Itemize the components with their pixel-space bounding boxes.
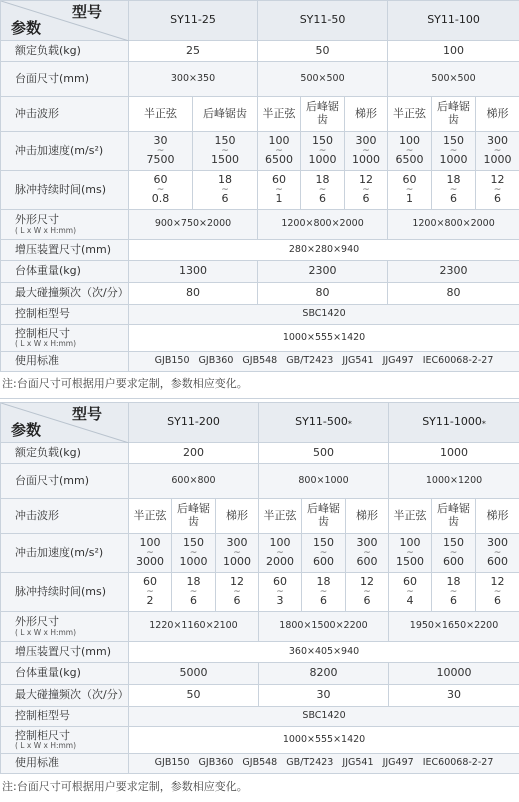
cell: 1950×1650×2200 bbox=[389, 612, 519, 642]
range-min: 60 bbox=[403, 575, 418, 589]
range-min: 100 bbox=[139, 536, 161, 550]
table-row bbox=[1, 305, 519, 325]
row-label: 脉冲持续时间(ms) bbox=[1, 171, 129, 210]
range-min: 18 bbox=[446, 575, 461, 589]
range-tilde: ~ bbox=[449, 547, 458, 558]
range-min: 300 bbox=[487, 134, 509, 148]
cell: 100 bbox=[388, 41, 519, 62]
row-label: 最大碰撞频次（次/分） bbox=[1, 685, 129, 707]
range-max: 6500 bbox=[265, 153, 294, 167]
cell bbox=[259, 573, 302, 612]
range-min: 150 bbox=[443, 134, 465, 148]
range-tilde: ~ bbox=[156, 145, 165, 156]
table-row bbox=[1, 325, 519, 352]
header-row bbox=[1, 1, 519, 41]
table-row bbox=[1, 464, 519, 499]
range-tilde: ~ bbox=[449, 184, 458, 195]
range-min: 100 bbox=[399, 536, 421, 550]
cabinet-size-sublabel: ( L x W x H:mm) bbox=[15, 339, 77, 349]
cell: 后峰锯齿 bbox=[432, 499, 476, 534]
cell: SBC1420 bbox=[129, 707, 519, 727]
cell bbox=[129, 132, 193, 171]
cell: 900×750×2000 bbox=[129, 210, 258, 240]
range-min: 18 bbox=[315, 173, 330, 187]
range-max: 6500 bbox=[395, 153, 424, 167]
row-label: 使用标准 bbox=[1, 754, 129, 774]
cell: 30 bbox=[259, 685, 389, 707]
cell: 半正弦 bbox=[129, 97, 193, 132]
range-tilde: ~ bbox=[319, 547, 328, 558]
cell: 500 bbox=[259, 443, 389, 464]
range-max: 600 bbox=[443, 555, 465, 569]
range-tilde: ~ bbox=[221, 145, 229, 156]
cell: 后峰锯齿 bbox=[302, 499, 346, 534]
cell bbox=[389, 534, 432, 573]
range-min: 150 bbox=[214, 134, 236, 148]
table-row bbox=[1, 62, 519, 97]
row-label: 脉冲持续时间(ms) bbox=[1, 573, 129, 612]
range-min: 18 bbox=[218, 173, 232, 187]
model-header bbox=[129, 403, 259, 443]
range-min: 18 bbox=[446, 173, 461, 187]
range-max: 6 bbox=[319, 192, 327, 206]
cell: 半正弦 bbox=[389, 499, 432, 534]
range-max: 600 bbox=[487, 555, 509, 569]
range-tilde: ~ bbox=[493, 184, 502, 195]
row-label bbox=[1, 612, 129, 642]
table-row bbox=[1, 727, 519, 754]
cell: 1220×1160×2100 bbox=[129, 612, 259, 642]
range-max: 600 bbox=[313, 555, 334, 569]
cell: 半正弦 bbox=[259, 499, 302, 534]
cell: 后峰锯齿 bbox=[193, 97, 258, 132]
range-min: 12 bbox=[360, 575, 374, 589]
range-min: 300 bbox=[487, 536, 509, 550]
range-tilde: ~ bbox=[221, 184, 229, 195]
range-tilde: ~ bbox=[449, 145, 458, 156]
cell: 280×280×940 bbox=[129, 240, 519, 261]
range-tilde: ~ bbox=[146, 586, 154, 597]
cell bbox=[258, 132, 301, 171]
cell bbox=[129, 171, 193, 210]
range-min: 150 bbox=[443, 536, 465, 550]
spec-table-1 bbox=[0, 0, 519, 372]
range-tilde: ~ bbox=[363, 547, 371, 558]
cell bbox=[301, 171, 345, 210]
range-max: 600 bbox=[356, 555, 378, 569]
cell bbox=[129, 534, 172, 573]
row-label: 使用标准 bbox=[1, 352, 129, 372]
footnote: 注:台面尺寸可根据用户要求定制，参数相应变化。 bbox=[2, 780, 248, 793]
model-mark: * bbox=[481, 419, 486, 429]
row-label bbox=[1, 210, 129, 240]
model-header bbox=[389, 403, 519, 443]
table-row bbox=[1, 210, 519, 240]
cell: 600×800 bbox=[129, 464, 259, 499]
cell: 后峰锯齿 bbox=[172, 499, 216, 534]
cell: 10000 bbox=[389, 663, 519, 685]
model-header bbox=[259, 403, 389, 443]
table-row bbox=[1, 171, 519, 210]
row-label: 冲击波形 bbox=[1, 97, 129, 132]
range-tilde: ~ bbox=[146, 547, 154, 558]
range-min: 150 bbox=[312, 134, 334, 148]
cell: 80 bbox=[129, 283, 258, 305]
row-label: 冲击波形 bbox=[1, 499, 129, 534]
cell bbox=[432, 534, 476, 573]
range-tilde: ~ bbox=[275, 145, 283, 156]
range-max: 6 bbox=[494, 192, 502, 206]
table-row bbox=[1, 707, 519, 727]
range-max: 6 bbox=[450, 192, 458, 206]
cell: 梯形 bbox=[216, 499, 259, 534]
cell: 500×500 bbox=[258, 62, 388, 97]
range-tilde: ~ bbox=[405, 145, 414, 156]
row-label: 冲击加速度(m/s²) bbox=[1, 534, 129, 573]
range-min: 60 bbox=[143, 575, 157, 589]
row-label: 最大碰撞频次（次/分） bbox=[1, 283, 129, 305]
cell bbox=[389, 573, 432, 612]
cell bbox=[302, 573, 346, 612]
cell bbox=[172, 534, 216, 573]
cell: 25 bbox=[129, 41, 258, 62]
range-tilde: ~ bbox=[319, 586, 328, 597]
row-label: 台面尺寸(mm) bbox=[1, 464, 129, 499]
cell: 1200×800×2000 bbox=[258, 210, 388, 240]
row-label: 额定负载(kg) bbox=[1, 443, 129, 464]
range-tilde: ~ bbox=[156, 184, 165, 195]
range-max: 1500 bbox=[211, 153, 239, 167]
range-min: 300 bbox=[226, 536, 248, 550]
cell bbox=[259, 534, 302, 573]
cell: 2300 bbox=[258, 261, 388, 283]
range-min: 30 bbox=[153, 134, 168, 148]
cell bbox=[216, 534, 259, 573]
param-corner-label: 参数 bbox=[11, 18, 42, 37]
range-tilde: ~ bbox=[318, 145, 327, 156]
cell bbox=[476, 132, 519, 171]
range-min: 12 bbox=[490, 575, 505, 589]
cell bbox=[476, 573, 519, 612]
model-header: SY11-100 bbox=[388, 1, 519, 41]
cell: 半正弦 bbox=[258, 97, 301, 132]
row-label: 台体重量(kg) bbox=[1, 663, 129, 685]
table-row bbox=[1, 534, 519, 573]
row-label bbox=[1, 727, 129, 754]
cell: 80 bbox=[258, 283, 388, 305]
dims-label: 外形尺寸 bbox=[15, 615, 59, 629]
range-max: 6 bbox=[362, 192, 370, 206]
cell: 50 bbox=[129, 685, 259, 707]
range-tilde: ~ bbox=[233, 547, 241, 558]
range-tilde: ~ bbox=[405, 184, 414, 195]
range-min: 100 bbox=[269, 536, 291, 550]
range-tilde: ~ bbox=[363, 586, 371, 597]
row-label: 额定负载(kg) bbox=[1, 41, 129, 62]
cell bbox=[388, 132, 432, 171]
cell bbox=[301, 132, 345, 171]
range-tilde: ~ bbox=[362, 145, 370, 156]
row-label: 台体重量(kg) bbox=[1, 261, 129, 283]
cell: 1000×555×1420 bbox=[129, 325, 519, 352]
cell: 1300 bbox=[129, 261, 258, 283]
table-row bbox=[1, 97, 519, 132]
cell: 30 bbox=[389, 685, 519, 707]
dims-label: 外形尺寸 bbox=[15, 213, 59, 227]
model-name: SY11-500 bbox=[295, 415, 348, 429]
cell bbox=[172, 573, 216, 612]
range-max: 6 bbox=[233, 594, 241, 608]
header-corner bbox=[1, 403, 129, 443]
table-row bbox=[1, 443, 519, 464]
cell bbox=[346, 534, 389, 573]
cell: 500×500 bbox=[388, 62, 519, 97]
header-corner bbox=[1, 1, 129, 41]
table-row bbox=[1, 352, 519, 372]
range-max: 6 bbox=[494, 594, 502, 608]
range-max: 1000 bbox=[439, 153, 468, 167]
range-min: 300 bbox=[356, 536, 378, 550]
cell: 200 bbox=[129, 443, 259, 464]
table-row bbox=[1, 663, 519, 685]
range-min: 18 bbox=[316, 575, 331, 589]
spec-table-2 bbox=[0, 402, 519, 774]
cell: 梯形 bbox=[345, 97, 388, 132]
cell: 半正弦 bbox=[129, 499, 172, 534]
cell bbox=[193, 171, 258, 210]
range-tilde: ~ bbox=[449, 586, 458, 597]
range-min: 150 bbox=[183, 536, 204, 550]
cell: 梯形 bbox=[476, 97, 519, 132]
cell bbox=[216, 573, 259, 612]
cabinet-size-label: 控制柜尺寸 bbox=[15, 728, 70, 742]
range-min: 18 bbox=[186, 575, 201, 589]
cell bbox=[476, 171, 519, 210]
cell: 1000 bbox=[389, 443, 519, 464]
row-label: 控制柜型号 bbox=[1, 707, 129, 727]
row-label: 增压装置尺寸(mm) bbox=[1, 642, 129, 663]
range-tilde: ~ bbox=[318, 184, 327, 195]
cell: 360×405×940 bbox=[129, 642, 519, 663]
row-label bbox=[1, 325, 129, 352]
range-min: 12 bbox=[230, 575, 244, 589]
divider bbox=[0, 398, 519, 399]
cell: 5000 bbox=[129, 663, 259, 685]
table-row bbox=[1, 261, 519, 283]
range-tilde: ~ bbox=[493, 547, 502, 558]
range-max: 6 bbox=[190, 594, 197, 608]
row-label: 增压装置尺寸(mm) bbox=[1, 240, 129, 261]
range-max: 6 bbox=[221, 192, 229, 206]
dims-sublabel: ( L x W x H:mm) bbox=[15, 627, 77, 637]
range-min: 100 bbox=[268, 134, 290, 148]
cell bbox=[388, 171, 432, 210]
range-max: 0.8 bbox=[151, 192, 170, 206]
cell: 300×350 bbox=[129, 62, 258, 97]
cell: 1000×1200 bbox=[389, 464, 519, 499]
footnote: 注:台面尺寸可根据用户要求定制，参数相应变化。 bbox=[2, 377, 248, 390]
range-tilde: ~ bbox=[189, 547, 198, 558]
range-max: 1500 bbox=[396, 555, 425, 569]
range-min: 60 bbox=[273, 575, 287, 589]
table-row bbox=[1, 754, 519, 774]
table-row bbox=[1, 642, 519, 663]
cell: 1800×1500×2200 bbox=[259, 612, 389, 642]
dims-sublabel: ( L x W x H:mm) bbox=[15, 225, 77, 235]
table-row bbox=[1, 499, 519, 534]
row-label: 控制柜型号 bbox=[1, 305, 129, 325]
cell bbox=[193, 132, 258, 171]
range-max: 1000 bbox=[483, 153, 512, 167]
table-row bbox=[1, 685, 519, 707]
cell bbox=[346, 573, 389, 612]
cell: 1200×800×2000 bbox=[388, 210, 519, 240]
header-row bbox=[1, 403, 519, 443]
model-header: SY11-50 bbox=[258, 1, 388, 41]
table-row bbox=[1, 240, 519, 261]
cell: 50 bbox=[258, 41, 388, 62]
range-max: 6 bbox=[320, 594, 327, 608]
range-min: 60 bbox=[402, 173, 417, 187]
range-max: 7500 bbox=[146, 153, 175, 167]
cell bbox=[432, 132, 476, 171]
model-name: SY11-200 bbox=[167, 415, 220, 429]
range-max: 3 bbox=[276, 594, 284, 608]
model-name: SY11-1000 bbox=[422, 415, 482, 429]
range-tilde: ~ bbox=[276, 547, 284, 558]
range-max: 1000 bbox=[179, 555, 208, 569]
range-tilde: ~ bbox=[406, 547, 414, 558]
model-mark: * bbox=[347, 419, 352, 429]
cabinet-size-sublabel: ( L x W x H:mm) bbox=[15, 741, 77, 751]
range-tilde: ~ bbox=[233, 586, 241, 597]
range-max: 2000 bbox=[266, 555, 294, 569]
range-min: 12 bbox=[359, 173, 374, 187]
cell: 8200 bbox=[259, 663, 389, 685]
range-tilde: ~ bbox=[493, 586, 502, 597]
range-max: 1000 bbox=[352, 153, 381, 167]
range-max: 6 bbox=[450, 594, 458, 608]
model-header: SY11-25 bbox=[129, 1, 258, 41]
param-corner-label: 参数 bbox=[11, 420, 42, 439]
cell bbox=[476, 534, 519, 573]
cell: 梯形 bbox=[476, 499, 519, 534]
table-row bbox=[1, 283, 519, 305]
table-row bbox=[1, 573, 519, 612]
cell: 梯形 bbox=[346, 499, 389, 534]
range-tilde: ~ bbox=[189, 586, 198, 597]
cell: GJB150 GJB360 GJB548 GB/T2423 JJG541 JJG497 IEC60068-2-27 bbox=[129, 352, 519, 372]
range-min: 12 bbox=[490, 173, 505, 187]
range-max: 3000 bbox=[136, 555, 164, 569]
cell: SBC1420 bbox=[129, 305, 519, 325]
range-max: 1 bbox=[406, 192, 414, 206]
range-min: 60 bbox=[272, 173, 287, 187]
row-label: 台面尺寸(mm) bbox=[1, 62, 129, 97]
cell: 后峰锯齿 bbox=[432, 97, 476, 132]
range-max: 1 bbox=[275, 192, 283, 206]
range-min: 300 bbox=[355, 134, 377, 148]
accel-label: 冲击加速度(m/s²) bbox=[15, 143, 104, 157]
range-min: 60 bbox=[153, 173, 168, 187]
range-max: 4 bbox=[406, 594, 414, 608]
cell bbox=[258, 171, 301, 210]
range-tilde: ~ bbox=[493, 145, 502, 156]
range-max: 1000 bbox=[308, 153, 337, 167]
cell bbox=[345, 171, 388, 210]
cell bbox=[432, 171, 476, 210]
cell bbox=[129, 573, 172, 612]
range-min: 100 bbox=[399, 134, 421, 148]
range-tilde: ~ bbox=[276, 586, 284, 597]
row-label bbox=[1, 132, 129, 171]
cell bbox=[302, 534, 346, 573]
cell: 80 bbox=[388, 283, 519, 305]
range-tilde: ~ bbox=[275, 184, 283, 195]
cell bbox=[345, 132, 388, 171]
cell: 800×1000 bbox=[259, 464, 389, 499]
cell: 1000×555×1420 bbox=[129, 727, 519, 754]
range-tilde: ~ bbox=[362, 184, 370, 195]
range-max: 2 bbox=[146, 594, 154, 608]
cell bbox=[432, 573, 476, 612]
range-max: 1000 bbox=[223, 555, 251, 569]
range-max: 6 bbox=[363, 594, 371, 608]
table-row bbox=[1, 612, 519, 642]
cell: GJB150 GJB360 GJB548 GB/T2423 JJG541 JJG497 IEC60068-2-27 bbox=[129, 754, 519, 774]
range-min: 150 bbox=[313, 536, 334, 550]
cell: 后峰锯齿 bbox=[301, 97, 345, 132]
table-row bbox=[1, 41, 519, 62]
cell: 半正弦 bbox=[388, 97, 432, 132]
model-corner-label: 型号 bbox=[71, 405, 102, 423]
cabinet-size-label: 控制柜尺寸 bbox=[15, 326, 70, 340]
cell: 2300 bbox=[388, 261, 519, 283]
range-tilde: ~ bbox=[406, 586, 414, 597]
model-corner-label: 型号 bbox=[71, 3, 102, 21]
table-row bbox=[1, 132, 519, 171]
